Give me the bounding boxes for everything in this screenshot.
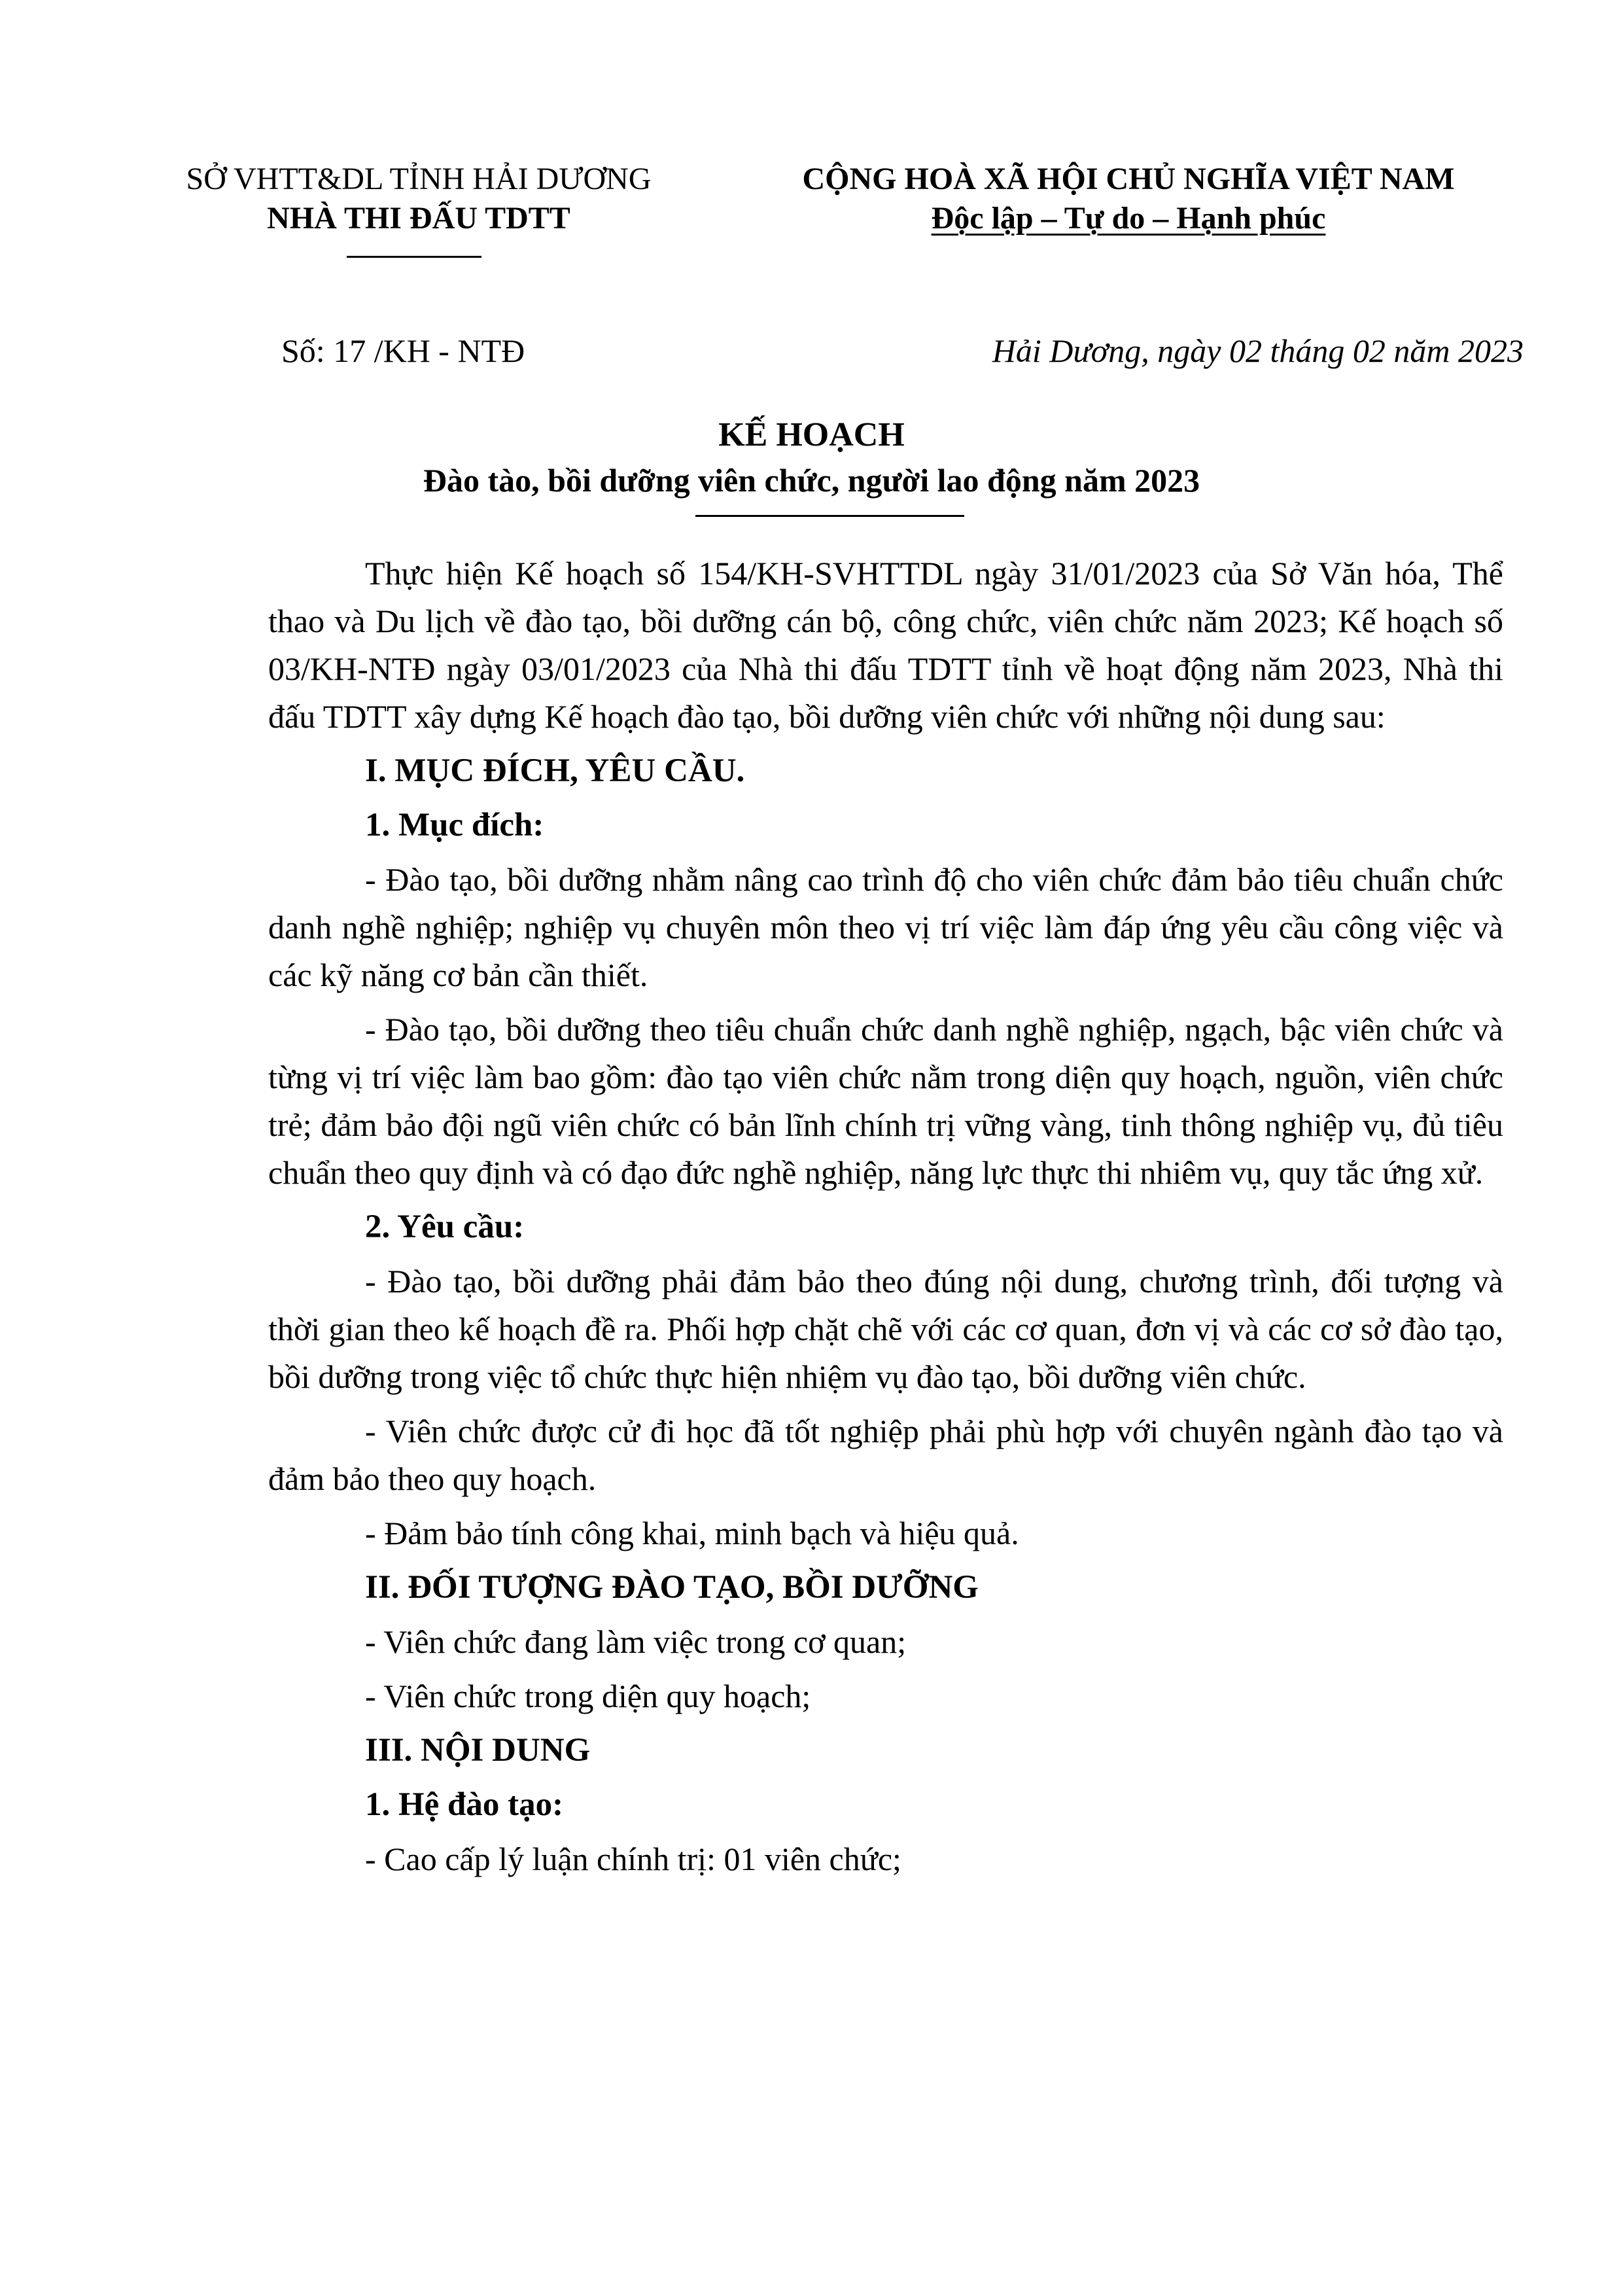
paragraph-requirement-1: - Đào tạo, bồi dưỡng phải đảm bảo theo đúng nội dung, chương trình, đối tượng và thời gian theo kế hoạch đề ra. Phối hợp chặt chẽ với các cơ quan, đơn vị và các cơ sở đào tạo, bồi dưỡng trong việc tổ chức thực hiện nhiệm vụ đào tạo, bồi dưỡng viên chức. bbox=[268, 1263, 1503, 1395]
paragraph-purpose-1: - Đào tạo, bồi dưỡng nhằm nâng cao trình độ cho viên chức đảm bảo tiêu chuẩn chức danh nghề nghiệp; nghiệp vụ chuyên môn theo vị trí việc làm đáp ứng yêu cầu công việc và các kỹ năng cơ bản cần thiết. bbox=[268, 861, 1503, 993]
document-body bbox=[268, 550, 1503, 1890]
paragraph-purpose-2: - Đào tạo, bồi dưỡng theo tiêu chuẩn chức danh nghề nghiệp, ngạch, bậc viên chức và từng vị trí việc làm bao gồm: đào tạo viên chức nằm trong diện quy hoạch, nguồn, viên chức trẻ; đảm bảo đội ngũ viên chức có bản lĩnh chính trị vững vàng, tinh thông nghiệp vụ, đủ tiêu chuẩn theo quy định và có đạo đức nghề nghiệp, năng lực thực thi nhiêm vụ, quy tắc ứng xử. bbox=[268, 1011, 1503, 1191]
paragraph-content-1: - Cao cấp lý luận chính trị: 01 viên chức; bbox=[365, 1841, 901, 1877]
document-number: Số: 17 /KH - NTĐ bbox=[281, 332, 525, 369]
section-heading-3: III. NỘI DUNG bbox=[365, 1732, 591, 1769]
nation-title: CỘNG HOÀ XÃ HỘI CHỦ NGHĨA VIỆT NAM bbox=[802, 162, 1455, 196]
motto-line bbox=[759, 199, 1498, 238]
motto: Độc lập – Tự do – Hạnh phúc bbox=[931, 201, 1326, 236]
paragraph-requirement-2: - Viên chức được cử đi học đã tốt nghiệp phải phù hợp với chuyên ngành đào tạo và đảm bảo theo quy hoạch. bbox=[268, 1413, 1503, 1497]
document-type: KẾ HOẠCH bbox=[718, 416, 905, 453]
agency-name: NHÀ THI ĐẤU TDTT bbox=[267, 201, 570, 236]
paragraph-target-2: - Viên chức trong diện quy hoạch; bbox=[365, 1678, 811, 1714]
section-heading-2: II. ĐỐI TƯỢNG ĐÀO TẠO, BỒI DƯỠNG bbox=[365, 1569, 979, 1606]
place-date: Hải Dương, ngày 02 tháng 02 năm 2023 bbox=[992, 332, 1524, 369]
agency-divider bbox=[347, 256, 481, 258]
subheading-requirements: 2. Yêu cầu: bbox=[365, 1209, 525, 1245]
subheading-training-system: 1. Hệ đào tạo: bbox=[365, 1786, 564, 1823]
paragraph-target-1: - Viên chức đang làm việc trong cơ quan; bbox=[365, 1623, 907, 1660]
agency-parent: SỞ VHTT&DL TỈNH HẢI DƯƠNG bbox=[186, 162, 652, 196]
subject-divider bbox=[695, 515, 964, 517]
subheading-purpose: 1. Mục đích: bbox=[365, 807, 544, 843]
intro-paragraph: Thực hiện Kế hoạch số 154/KH-SVHTTDL ngày 31/01/2023 của Sở Văn hóa, Thể thao và Du lịch về đào tạo, bồi dưỡng cán bộ, công chức, viên chức năm 2023; Kế hoạch số 03/KH-NTĐ ngày 03/01/2023 của Nhà thi đấu TDTT tỉnh về hoạt động năm 2023, Nhà thi đấu TDTT xây dựng Kế hoạch đào tạo, bồi dưỡng viên chức với những nội dung sau: bbox=[268, 555, 1503, 735]
paragraph-requirement-3: - Đảm bảo tính công khai, minh bạch và hiệu quả. bbox=[365, 1515, 1019, 1551]
document-subject: Đào tào, bồi dưỡng viên chức, người lao động năm 2023 bbox=[423, 462, 1200, 499]
section-heading-1: I. MỤC ĐÍCH, YÊU CẦU. bbox=[365, 752, 745, 789]
